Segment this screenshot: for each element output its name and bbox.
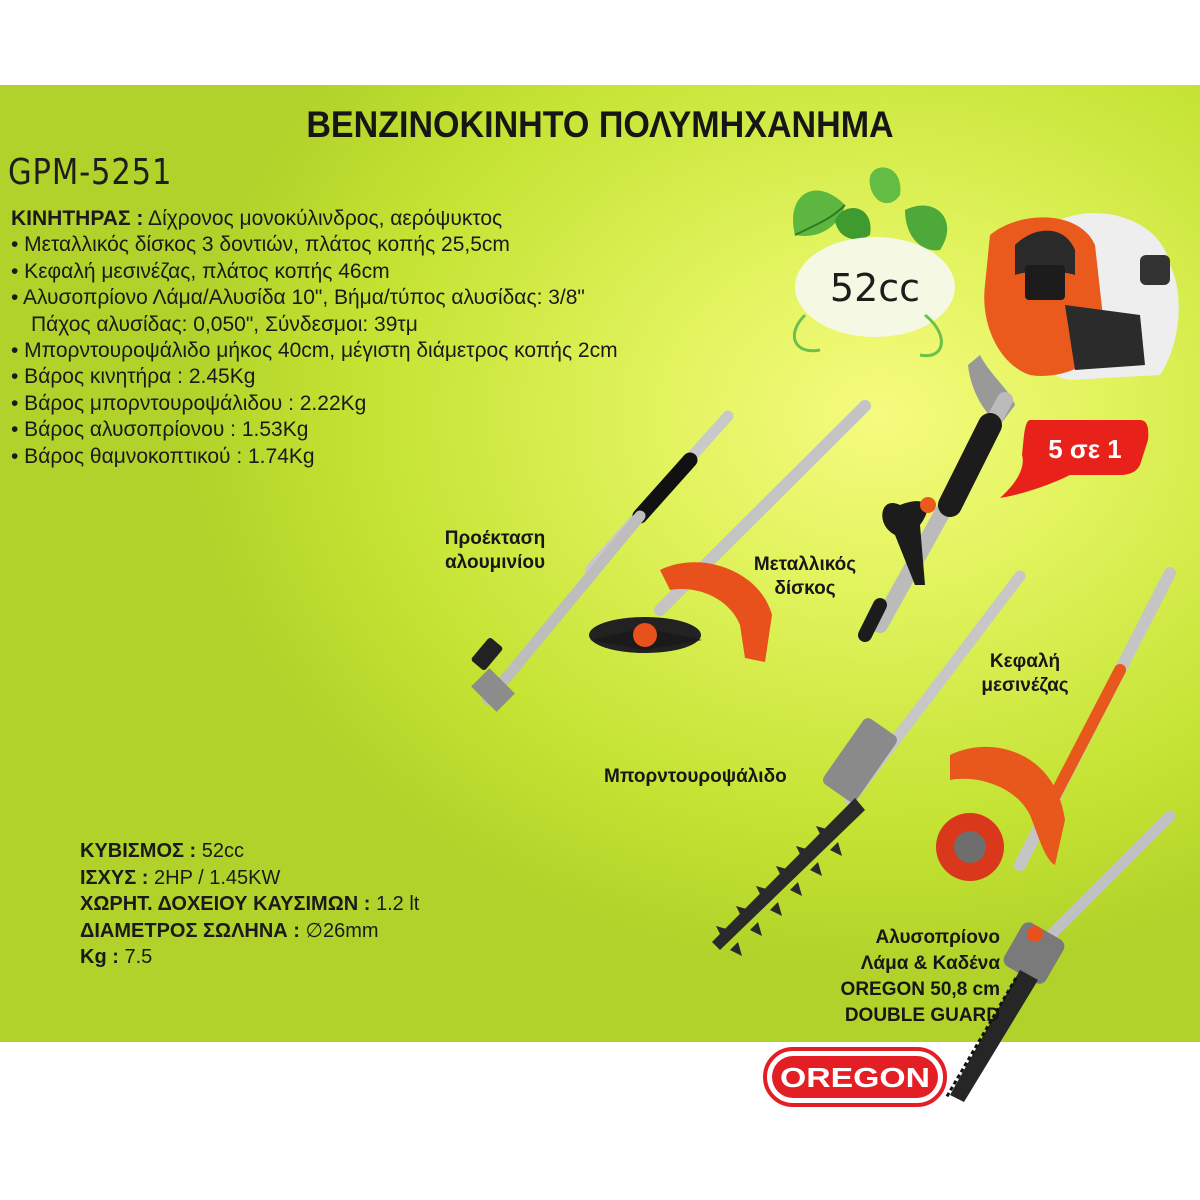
label-metal-disc: Μεταλλικός δίσκος [753, 554, 857, 599]
model-number: GPM-5251 [8, 152, 173, 193]
label-trimmer-head: Κεφαλή μεσινέζας [981, 651, 1069, 696]
label-pole-chainsaw: Αλυσοπρίονο Λάμα & Καδένα OREGON 50,8 cm DOUBLE GUARD [840, 927, 1000, 1026]
summary-row: ΙΣΧΥΣ : 2HP / 1.45KW [80, 866, 281, 889]
engine-label: ΚΙΝΗΤΗΡΑΣ : [11, 207, 144, 230]
engine-value: Δίχρονος μονοκύλινδρος, αερόψυκτος [143, 207, 503, 230]
spec-item: • Βάρος κινητήρα : 2.45Kg [11, 365, 256, 389]
label-hedge-trimmer: Μπορντουροψάλιδο [604, 766, 787, 787]
oregon-logo-text: OREGON [780, 1062, 930, 1093]
spec-item: • Αλυσοπρίονο Λάμα/Αλυσίδα 10", Βήμα/τύπος αλυσίδας: 3/8" [11, 286, 585, 310]
spec-item: • Μεταλλικός δίσκος 3 δοντιών, πλάτος κοπής 25,5cm [11, 233, 510, 257]
spec-item: • Βάρος θαμνοκοπτικού : 1.74Kg [11, 444, 315, 468]
summary-row: Kg : 7.5 [80, 946, 153, 969]
summary-row: ΚΥΒΙΣΜΟΣ : 52cc [80, 840, 245, 862]
five-in-one-text: 5 σε 1 [1048, 434, 1122, 464]
spec-item: • Μπορντουροψάλιδο μήκος 40cm, μέγιστη διάμετρος κοπής 2cm [11, 338, 618, 362]
five-in-one-badge [1000, 410, 1150, 500]
page-title: ΒΕΝΖΙΝΟΚΙΝΗΤΟ ΠΟΛΥΜΗΧΑΝΗΜΑ [306, 104, 894, 145]
badge-cc-text: 52cc [829, 266, 921, 310]
spec-item: • Βάρος αλυσοπρίονου : 1.53Kg [11, 418, 309, 442]
spec-item: • Κεφαλή μεσινέζας, πλάτος κοπής 46cm [11, 259, 390, 283]
label-aluminium-extension: Προέκταση αλουμινίου [444, 528, 546, 573]
summary-specs [80, 838, 419, 971]
spec-item-continued: Πάχος αλυσίδας: 0,050", Σύνδεσμοι: 39τμ [31, 312, 418, 336]
summary-row: ΔΙΑΜΕΤΡΟΣ ΣΩΛΗΝΑ : ∅26mm [80, 919, 379, 942]
spec-item: • Βάρος μπορντουροψάλιδου : 2.22Kg [11, 391, 367, 415]
engine-row [11, 206, 618, 232]
oregon-logo [763, 1047, 948, 1109]
summary-row: ΧΩΡΗΤ. ΔΟΧΕΙΟΥ ΚΑΥΣΙΜΩΝ : 1.2 lt [80, 893, 420, 916]
